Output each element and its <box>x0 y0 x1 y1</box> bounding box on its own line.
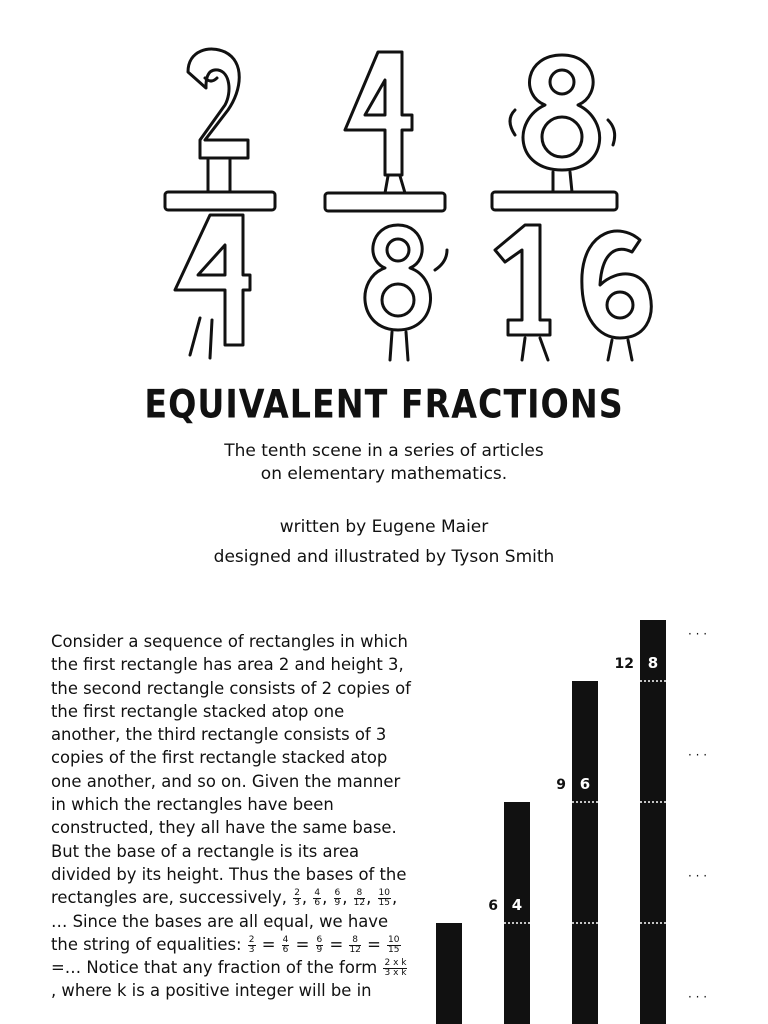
credit-author: written by Eugene Maier <box>279 517 489 537</box>
base-sequence: $\frac{2}{3}$ , $\frac{4}{6}$ , $\frac{6}{9}$ , $\frac{8}{12}$ , $\frac{10}{15}$ , <box>294 888 398 909</box>
paragraph-intro: Consider a sequence of rectangles in which the first rectangle has area 2 and height 3, the second rectangle consists of 2 copies of the first rectangle stacked atop one another, the third rectangle consists of 3 copies of the first rectangle stacked atop one another, and so on. Given the manner in which the rectangles have been constructed, they all have the same base. But the base of a rectangle is its area divided by its height. Thus the bases of the rectangles are, successively, <box>51 632 411 908</box>
sequence-fraction: $\frac{8}{12}$ <box>353 888 366 909</box>
credits <box>0 512 768 572</box>
article-body <box>51 630 411 1003</box>
general-fraction: $\frac{\text{2 x k}}{\text{3 x k}}$ <box>384 958 407 979</box>
fraction-4-over-8 <box>325 52 447 360</box>
stacked-rectangle <box>572 681 598 1024</box>
fraction-8-over-16 <box>492 55 651 360</box>
final-text: where k is a positive integer will be in <box>61 981 372 1001</box>
sequence-fraction: $\frac{6}{9}$ <box>334 888 341 909</box>
stacked-rectangle <box>436 923 462 1024</box>
subtitle-line-1: The tenth scene in a series of articles <box>224 441 544 461</box>
equalities-tail: =… <box>51 958 82 978</box>
article-paragraph: Consider a sequence of rectangles in which the first rectangle has area 2 and height 3, the second rectangle consists of 2 copies of the first rectangle stacked atop one another, the third rectangle consists of 3 copies of the first rectangle stacked atop one another, and so on. Given the manner in which the rectangles have been constructed, they all have the same base. But the base of a rectangle is its area divided by its height. Thus the bases of the rectangles are, successively, $\frac{2}{3}$ , $\frac{4}{6}$ , $\frac{6}{9}$ , $\frac{8}{12}$ , $\frac{10}{15}$ , … Since the bases are all equal, we have the string of equalities: $\frac{2}{3}$ = $\frac{4}{6}$ = $\frac{6}{9}$ = $\frac{8}{12}$ = $\frac{10}{15}$ =… Notice that any fraction of the form $\frac{\text{2 x k}}{\text{3 x k}}$ , where k is a positive integer will be in <box>51 632 411 1001</box>
sequence-fraction: $\frac{4}{6}$ <box>314 888 321 909</box>
fraction-characters-illustration <box>0 0 768 380</box>
sequence-fraction: $\frac{10}{15}$ <box>378 888 390 909</box>
stacked-rectangles-diagram <box>420 620 760 1024</box>
continuation-ellipsis: · · · <box>688 990 708 1004</box>
equality-fraction: $\frac{6}{9}$ <box>316 934 323 955</box>
subtitle <box>0 440 768 486</box>
page-title: EQUIVALENT FRACTIONS <box>144 381 624 428</box>
bar-height-label: 4 <box>511 896 523 914</box>
equality-fraction: $\frac{4}{6}$ <box>282 934 289 955</box>
equalities-string: $\frac{2}{3}$ = $\frac{4}{6}$ = $\frac{6}{9}$ = $\frac{8}{12}$ = $\frac{10}{15}$ <box>248 934 400 955</box>
credit-designer: designed and illustrated by Tyson Smith <box>213 547 555 567</box>
sequence-fraction: $\frac{2}{3}$ <box>294 888 300 909</box>
bar-area-label: 9 <box>556 777 566 793</box>
equality-fraction: $\frac{2}{3}$ <box>248 934 255 955</box>
paragraph-after-sequence: … Since the bases are all equal, we have the string of equalities: <box>51 911 389 954</box>
notice-text: Notice that any fraction of the form <box>86 958 378 978</box>
continuation-ellipsis: · · · <box>688 869 708 883</box>
equality-fraction: $\frac{10}{15}$ <box>388 934 400 955</box>
continuation-ellipsis: · · · <box>688 748 708 762</box>
bar-height-label: 6 <box>579 775 591 793</box>
bar-area-label: 6 <box>488 898 498 914</box>
subtitle-line-2: on elementary mathematics. <box>260 464 508 484</box>
fraction-2-over-4 <box>165 49 275 358</box>
bar-area-label: 12 <box>614 656 634 672</box>
continuation-ellipsis: · · · <box>688 627 708 641</box>
bar-height-label: 8 <box>647 654 659 672</box>
equality-fraction: $\frac{8}{12}$ <box>349 934 361 955</box>
